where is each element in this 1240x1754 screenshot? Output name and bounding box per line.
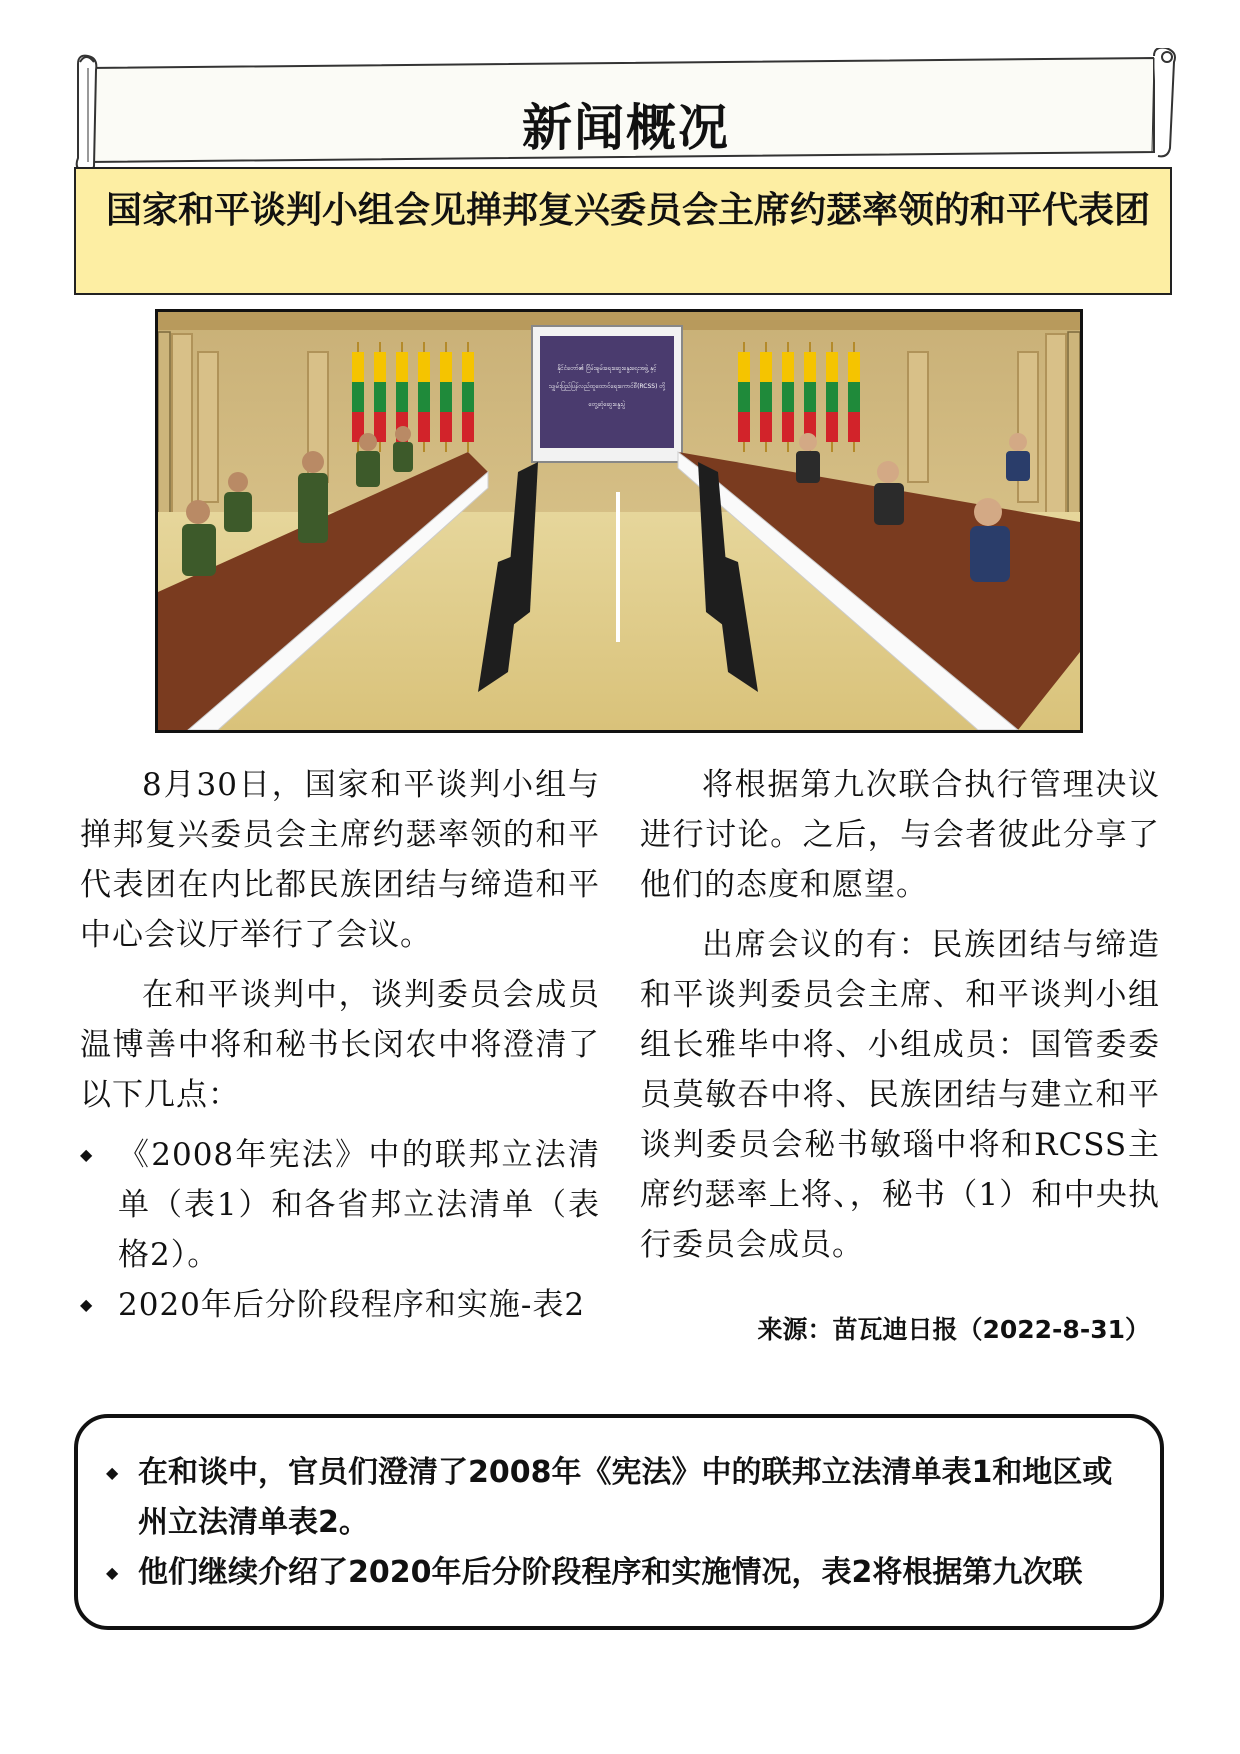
diamond-bullet-icon: ◆ — [80, 1145, 94, 1164]
list-item — [80, 1280, 600, 1330]
meeting-photo — [155, 309, 1083, 733]
screen-text-3: တွေ့ဆုံဆွေးနွေးပွဲ — [588, 401, 626, 408]
headline-box — [74, 167, 1172, 295]
screen-text-1: နိုင်ငံတော်၏ ငြိမ်းချမ်းရေးဆွေးနွေးရေးအဖွဲ့ နှင့် — [557, 365, 657, 372]
screen-text-2: သျှမ်းပြည်ပြန်လည်ထူထောင်ရေးကောင်စီ(RCSS) တို့ — [548, 383, 666, 390]
article-paragraph-1: 8月30日，国家和平谈判小组与掸邦复兴委员会主席约瑟率领的和平代表团在内比都民族团结与缔造和平中心会议厅举行了会议。 — [80, 767, 600, 953]
list-item — [80, 1130, 600, 1280]
banner-title: 新闻概况 — [522, 99, 730, 157]
diamond-bullet-icon: ◆ — [80, 1295, 94, 1314]
diamond-bullet-icon: ◆ — [106, 1463, 119, 1482]
list-item-text: 《2008年宪法》中的联邦立法清单（表1）和各省邦立法清单（表格2）。 — [118, 1137, 600, 1273]
headline-text: 国家和平谈判小组会见掸邦复兴委员会主席约瑟率领的和平代表团 — [105, 190, 1150, 231]
title-banner — [74, 48, 1178, 172]
source-citation: 来源：苗瓦迪日报（2022-8-31） — [757, 1315, 1150, 1344]
article-paragraph-4: 出席会议的有：民族团结与缔造和平谈判委员会主席、和平谈判小组组长雅毕中将、小组成员：国管委委员莫敏吞中将、民族团结与建立和平谈判委员会秘书敏瑙中将和RCSS主席约瑟率上将、，秘书（1）和中央执行委员会成员。 — [640, 927, 1160, 1263]
list-item — [106, 1448, 1140, 1548]
meeting-room-illustration — [158, 312, 1080, 730]
summary-list — [78, 1418, 1160, 1598]
article-right-column — [640, 760, 1160, 1280]
projection-screen — [540, 336, 674, 448]
summary-item-text: 他们继续介绍了2020年后分阶段程序和实施情况，表2将根据第九次联 — [138, 1555, 1083, 1590]
article-paragraph-3: 将根据第九次联合执行管理决议进行讨论。之后，与会者彼此分享了他们的态度和愿望。 — [640, 767, 1160, 903]
article-paragraph-2: 在和平谈判中，谈判委员会成员温博善中将和秘书长闵农中将澄清了以下几点： — [80, 977, 600, 1113]
list-item — [106, 1548, 1140, 1598]
list-item-text: 2020年后分阶段程序和实施-表2 — [118, 1287, 586, 1323]
summary-item-text: 在和谈中，官员们澄清了2008年《宪法》中的联邦立法清单表1和地区或州立法清单表2。 — [138, 1455, 1113, 1540]
diamond-bullet-icon: ◆ — [106, 1563, 119, 1582]
article-left-column — [80, 760, 600, 1330]
article-bullet-list — [80, 1130, 600, 1330]
summary-box — [74, 1414, 1164, 1630]
